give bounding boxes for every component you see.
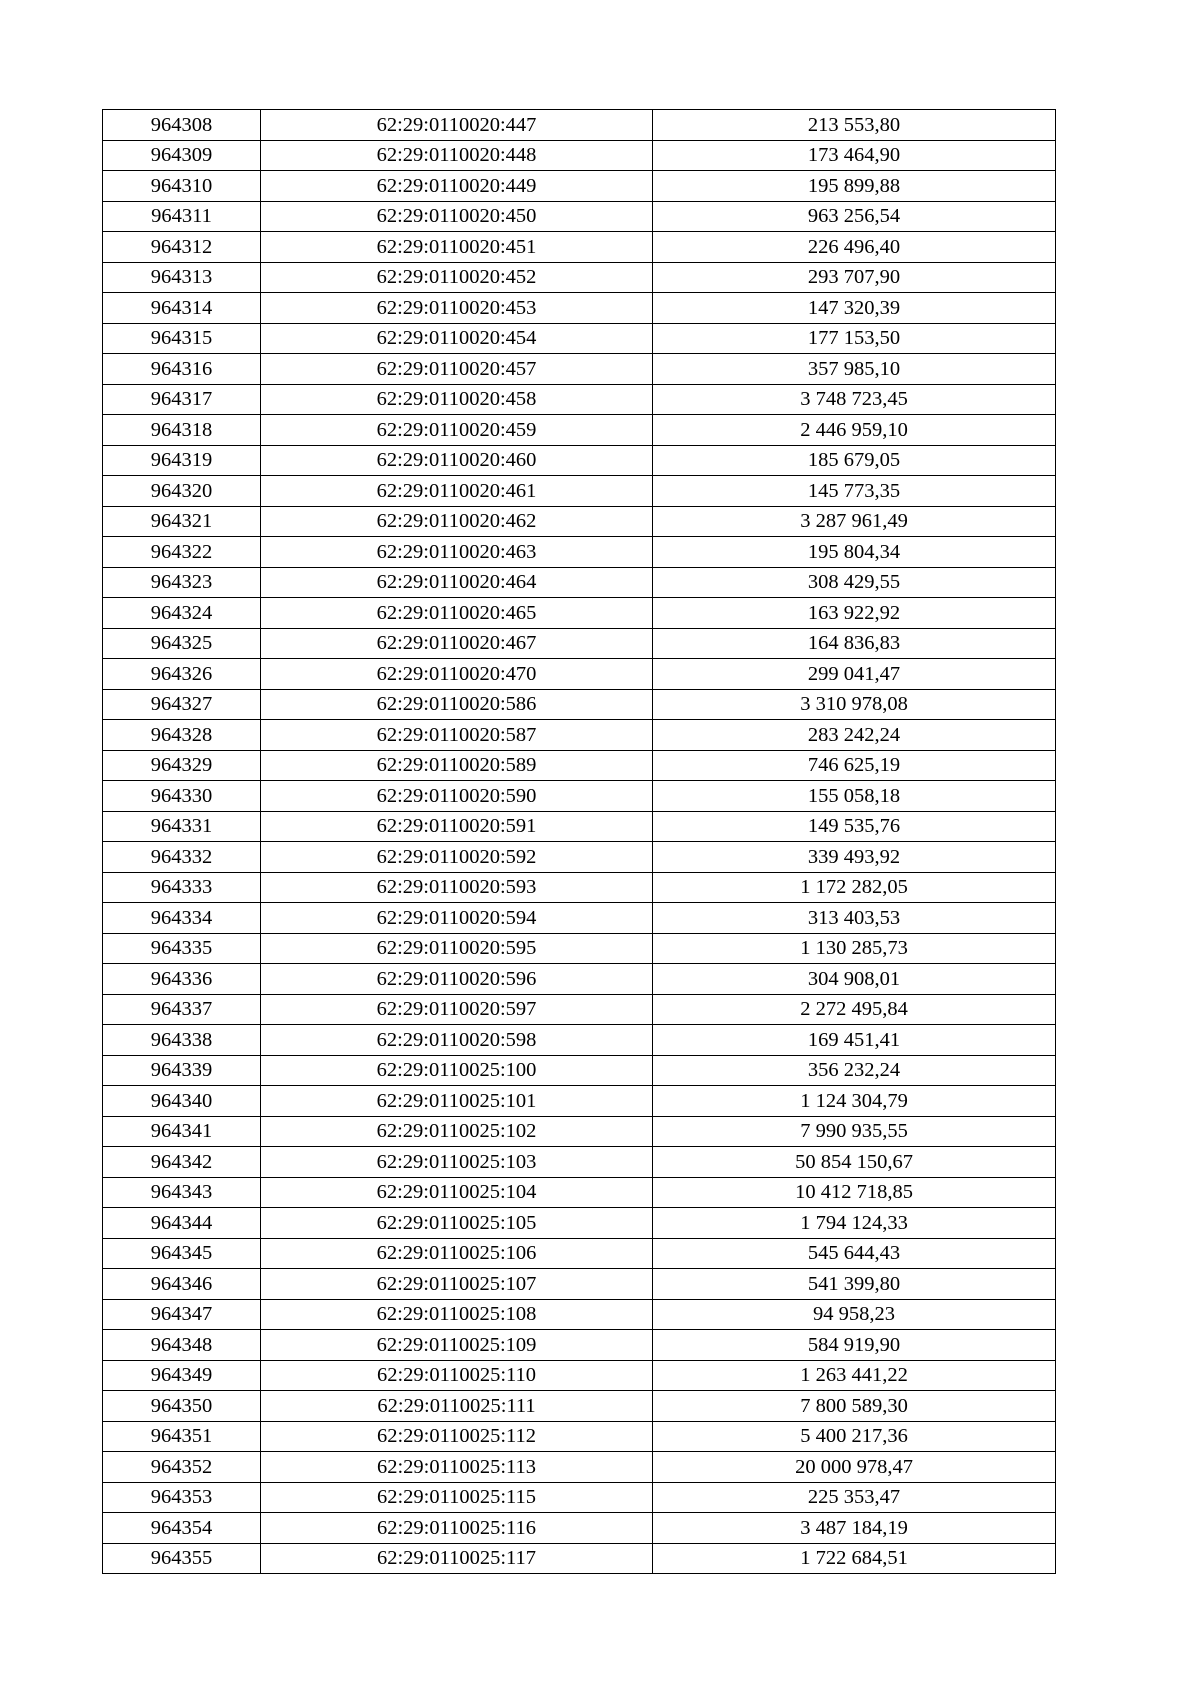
row-number-cell: 964311	[103, 201, 261, 232]
table-row	[103, 1360, 1056, 1391]
cadastral-value-cell: 293 707,90	[653, 262, 1056, 293]
table-row	[103, 1391, 1056, 1422]
cadastral-value-cell: 177 153,50	[653, 323, 1056, 354]
table-row	[103, 689, 1056, 720]
row-number-cell: 964326	[103, 659, 261, 690]
cadastral-value-cell: 357 985,10	[653, 354, 1056, 385]
table-row	[103, 1330, 1056, 1361]
table-row	[103, 506, 1056, 537]
table-row	[103, 1208, 1056, 1239]
row-number-cell: 964335	[103, 933, 261, 964]
table-row	[103, 1421, 1056, 1452]
cadastral-number-cell: 62:29:0110020:462	[261, 506, 653, 537]
cadastral-number-cell: 62:29:0110025:115	[261, 1482, 653, 1513]
table-row	[103, 140, 1056, 171]
cadastral-number-cell: 62:29:0110020:586	[261, 689, 653, 720]
row-number-cell: 964333	[103, 872, 261, 903]
cadastral-number-cell: 62:29:0110020:465	[261, 598, 653, 629]
cadastral-number-cell: 62:29:0110020:593	[261, 872, 653, 903]
row-number-cell: 964323	[103, 567, 261, 598]
cadastral-value-cell: 1 722 684,51	[653, 1543, 1056, 1574]
cadastral-value-cell: 20 000 978,47	[653, 1452, 1056, 1483]
row-number-cell: 964322	[103, 537, 261, 568]
row-number-cell: 964309	[103, 140, 261, 171]
cadastral-value-cell: 155 058,18	[653, 781, 1056, 812]
cadastral-value-cell: 3 287 961,49	[653, 506, 1056, 537]
cadastral-value-cell: 10 412 718,85	[653, 1177, 1056, 1208]
cadastral-number-cell: 62:29:0110025:101	[261, 1086, 653, 1117]
row-number-cell: 964354	[103, 1513, 261, 1544]
row-number-cell: 964351	[103, 1421, 261, 1452]
cadastral-value-cell: 1 130 285,73	[653, 933, 1056, 964]
cadastral-number-cell: 62:29:0110020:589	[261, 750, 653, 781]
row-number-cell: 964319	[103, 445, 261, 476]
cadastral-value-cell: 2 446 959,10	[653, 415, 1056, 446]
table-row	[103, 933, 1056, 964]
table-row	[103, 567, 1056, 598]
table-body	[103, 110, 1056, 1574]
cadastral-value-cell: 164 836,83	[653, 628, 1056, 659]
cadastral-value-cell: 3 310 978,08	[653, 689, 1056, 720]
cadastral-number-cell: 62:29:0110020:598	[261, 1025, 653, 1056]
cadastral-value-cell: 313 403,53	[653, 903, 1056, 934]
cadastral-value-cell: 195 804,34	[653, 537, 1056, 568]
table-row	[103, 1543, 1056, 1574]
table-row	[103, 1116, 1056, 1147]
cadastral-value-cell: 195 899,88	[653, 171, 1056, 202]
table-row	[103, 872, 1056, 903]
cadastral-value-cell: 356 232,24	[653, 1055, 1056, 1086]
row-number-cell: 964334	[103, 903, 261, 934]
cadastral-number-cell: 62:29:0110020:452	[261, 262, 653, 293]
row-number-cell: 964344	[103, 1208, 261, 1239]
table-row	[103, 1482, 1056, 1513]
row-number-cell: 964345	[103, 1238, 261, 1269]
row-number-cell: 964314	[103, 293, 261, 324]
row-number-cell: 964321	[103, 506, 261, 537]
cadastral-number-cell: 62:29:0110020:457	[261, 354, 653, 385]
cadastral-value-cell: 1 172 282,05	[653, 872, 1056, 903]
cadastral-value-cell: 308 429,55	[653, 567, 1056, 598]
cadastral-value-cell: 7 990 935,55	[653, 1116, 1056, 1147]
row-number-cell: 964313	[103, 262, 261, 293]
table-row	[103, 598, 1056, 629]
row-number-cell: 964315	[103, 323, 261, 354]
row-number-cell: 964347	[103, 1299, 261, 1330]
row-number-cell: 964355	[103, 1543, 261, 1574]
cadastral-value-cell: 1 794 124,33	[653, 1208, 1056, 1239]
cadastral-number-cell: 62:29:0110025:100	[261, 1055, 653, 1086]
cadastral-value-cell: 149 535,76	[653, 811, 1056, 842]
cadastral-number-cell: 62:29:0110020:592	[261, 842, 653, 873]
table-row	[103, 384, 1056, 415]
cadastral-number-cell: 62:29:0110020:590	[261, 781, 653, 812]
cadastral-number-cell: 62:29:0110025:108	[261, 1299, 653, 1330]
cadastral-value-cell: 3 487 184,19	[653, 1513, 1056, 1544]
cadastral-number-cell: 62:29:0110025:116	[261, 1513, 653, 1544]
table-row	[103, 110, 1056, 141]
row-number-cell: 964329	[103, 750, 261, 781]
cadastral-number-cell: 62:29:0110020:463	[261, 537, 653, 568]
table-row	[103, 720, 1056, 751]
cadastral-value-cell: 299 041,47	[653, 659, 1056, 690]
cadastral-value-cell: 173 464,90	[653, 140, 1056, 171]
cadastral-number-cell: 62:29:0110020:454	[261, 323, 653, 354]
row-number-cell: 964337	[103, 994, 261, 1025]
table-row	[103, 1269, 1056, 1300]
row-number-cell: 964330	[103, 781, 261, 812]
cadastral-value-cell: 94 958,23	[653, 1299, 1056, 1330]
table-row	[103, 476, 1056, 507]
cadastral-number-cell: 62:29:0110020:449	[261, 171, 653, 202]
row-number-cell: 964338	[103, 1025, 261, 1056]
cadastral-value-cell: 163 922,92	[653, 598, 1056, 629]
row-number-cell: 964349	[103, 1360, 261, 1391]
row-number-cell: 964317	[103, 384, 261, 415]
table-row	[103, 201, 1056, 232]
cadastral-number-cell: 62:29:0110020:447	[261, 110, 653, 141]
row-number-cell: 964316	[103, 354, 261, 385]
cadastral-number-cell: 62:29:0110025:103	[261, 1147, 653, 1178]
cadastral-value-table	[102, 109, 1056, 1574]
row-number-cell: 964339	[103, 1055, 261, 1086]
row-number-cell: 964340	[103, 1086, 261, 1117]
row-number-cell: 964324	[103, 598, 261, 629]
cadastral-value-cell: 3 748 723,45	[653, 384, 1056, 415]
table-row	[103, 842, 1056, 873]
cadastral-value-cell: 7 800 589,30	[653, 1391, 1056, 1422]
cadastral-number-cell: 62:29:0110025:111	[261, 1391, 653, 1422]
table-row	[103, 994, 1056, 1025]
cadastral-value-cell: 545 644,43	[653, 1238, 1056, 1269]
cadastral-value-cell: 584 919,90	[653, 1330, 1056, 1361]
row-number-cell: 964332	[103, 842, 261, 873]
table-row	[103, 750, 1056, 781]
cadastral-value-cell: 145 773,35	[653, 476, 1056, 507]
row-number-cell: 964352	[103, 1452, 261, 1483]
cadastral-value-cell: 746 625,19	[653, 750, 1056, 781]
cadastral-number-cell: 62:29:0110020:450	[261, 201, 653, 232]
cadastral-value-cell: 963 256,54	[653, 201, 1056, 232]
cadastral-number-cell: 62:29:0110020:594	[261, 903, 653, 934]
cadastral-number-cell: 62:29:0110020:591	[261, 811, 653, 842]
table-row	[103, 1452, 1056, 1483]
row-number-cell: 964336	[103, 964, 261, 995]
table-row	[103, 1086, 1056, 1117]
table-row	[103, 1025, 1056, 1056]
row-number-cell: 964320	[103, 476, 261, 507]
table-row	[103, 964, 1056, 995]
cadastral-number-cell: 62:29:0110025:105	[261, 1208, 653, 1239]
cadastral-number-cell: 62:29:0110020:587	[261, 720, 653, 751]
cadastral-number-cell: 62:29:0110025:117	[261, 1543, 653, 1574]
row-number-cell: 964343	[103, 1177, 261, 1208]
cadastral-value-cell: 283 242,24	[653, 720, 1056, 751]
cadastral-number-cell: 62:29:0110025:104	[261, 1177, 653, 1208]
table-row	[103, 354, 1056, 385]
cadastral-number-cell: 62:29:0110020:470	[261, 659, 653, 690]
cadastral-number-cell: 62:29:0110020:460	[261, 445, 653, 476]
cadastral-number-cell: 62:29:0110025:109	[261, 1330, 653, 1361]
table-row	[103, 628, 1056, 659]
cadastral-number-cell: 62:29:0110020:453	[261, 293, 653, 324]
cadastral-number-cell: 62:29:0110020:596	[261, 964, 653, 995]
cadastral-number-cell: 62:29:0110020:459	[261, 415, 653, 446]
cadastral-number-cell: 62:29:0110025:106	[261, 1238, 653, 1269]
table-row	[103, 232, 1056, 263]
row-number-cell: 964310	[103, 171, 261, 202]
cadastral-value-cell: 213 553,80	[653, 110, 1056, 141]
table-row	[103, 1055, 1056, 1086]
cadastral-value-cell: 1 263 441,22	[653, 1360, 1056, 1391]
row-number-cell: 964350	[103, 1391, 261, 1422]
cadastral-number-cell: 62:29:0110020:464	[261, 567, 653, 598]
row-number-cell: 964318	[103, 415, 261, 446]
table-row	[103, 1147, 1056, 1178]
cadastral-number-cell: 62:29:0110025:107	[261, 1269, 653, 1300]
cadastral-number-cell: 62:29:0110025:112	[261, 1421, 653, 1452]
row-number-cell: 964331	[103, 811, 261, 842]
table-row	[103, 293, 1056, 324]
table-row	[103, 262, 1056, 293]
row-number-cell: 964325	[103, 628, 261, 659]
cadastral-value-cell: 147 320,39	[653, 293, 1056, 324]
cadastral-number-cell: 62:29:0110020:461	[261, 476, 653, 507]
cadastral-value-cell: 541 399,80	[653, 1269, 1056, 1300]
row-number-cell: 964327	[103, 689, 261, 720]
table-row	[103, 781, 1056, 812]
cadastral-value-cell: 185 679,05	[653, 445, 1056, 476]
table-row	[103, 537, 1056, 568]
row-number-cell: 964353	[103, 1482, 261, 1513]
row-number-cell: 964342	[103, 1147, 261, 1178]
table-row	[103, 659, 1056, 690]
cadastral-number-cell: 62:29:0110025:113	[261, 1452, 653, 1483]
cadastral-value-cell: 1 124 304,79	[653, 1086, 1056, 1117]
table-row	[103, 1299, 1056, 1330]
row-number-cell: 964341	[103, 1116, 261, 1147]
row-number-cell: 964346	[103, 1269, 261, 1300]
table-row	[103, 1238, 1056, 1269]
cadastral-value-cell: 225 353,47	[653, 1482, 1056, 1513]
table-row	[103, 1177, 1056, 1208]
cadastral-value-cell: 5 400 217,36	[653, 1421, 1056, 1452]
table-row	[103, 903, 1056, 934]
row-number-cell: 964308	[103, 110, 261, 141]
cadastral-value-cell: 50 854 150,67	[653, 1147, 1056, 1178]
cadastral-number-cell: 62:29:0110020:597	[261, 994, 653, 1025]
table-row	[103, 323, 1056, 354]
cadastral-value-cell: 339 493,92	[653, 842, 1056, 873]
cadastral-value-cell: 169 451,41	[653, 1025, 1056, 1056]
row-number-cell: 964328	[103, 720, 261, 751]
table-row	[103, 445, 1056, 476]
cadastral-number-cell: 62:29:0110020:448	[261, 140, 653, 171]
table-row	[103, 1513, 1056, 1544]
cadastral-number-cell: 62:29:0110020:595	[261, 933, 653, 964]
row-number-cell: 964312	[103, 232, 261, 263]
cadastral-number-cell: 62:29:0110020:458	[261, 384, 653, 415]
cadastral-value-cell: 2 272 495,84	[653, 994, 1056, 1025]
table-row	[103, 171, 1056, 202]
row-number-cell: 964348	[103, 1330, 261, 1361]
cadastral-value-cell: 226 496,40	[653, 232, 1056, 263]
cadastral-number-cell: 62:29:0110025:110	[261, 1360, 653, 1391]
cadastral-number-cell: 62:29:0110020:451	[261, 232, 653, 263]
cadastral-number-cell: 62:29:0110025:102	[261, 1116, 653, 1147]
table-row	[103, 415, 1056, 446]
cadastral-number-cell: 62:29:0110020:467	[261, 628, 653, 659]
cadastral-value-cell: 304 908,01	[653, 964, 1056, 995]
table-row	[103, 811, 1056, 842]
